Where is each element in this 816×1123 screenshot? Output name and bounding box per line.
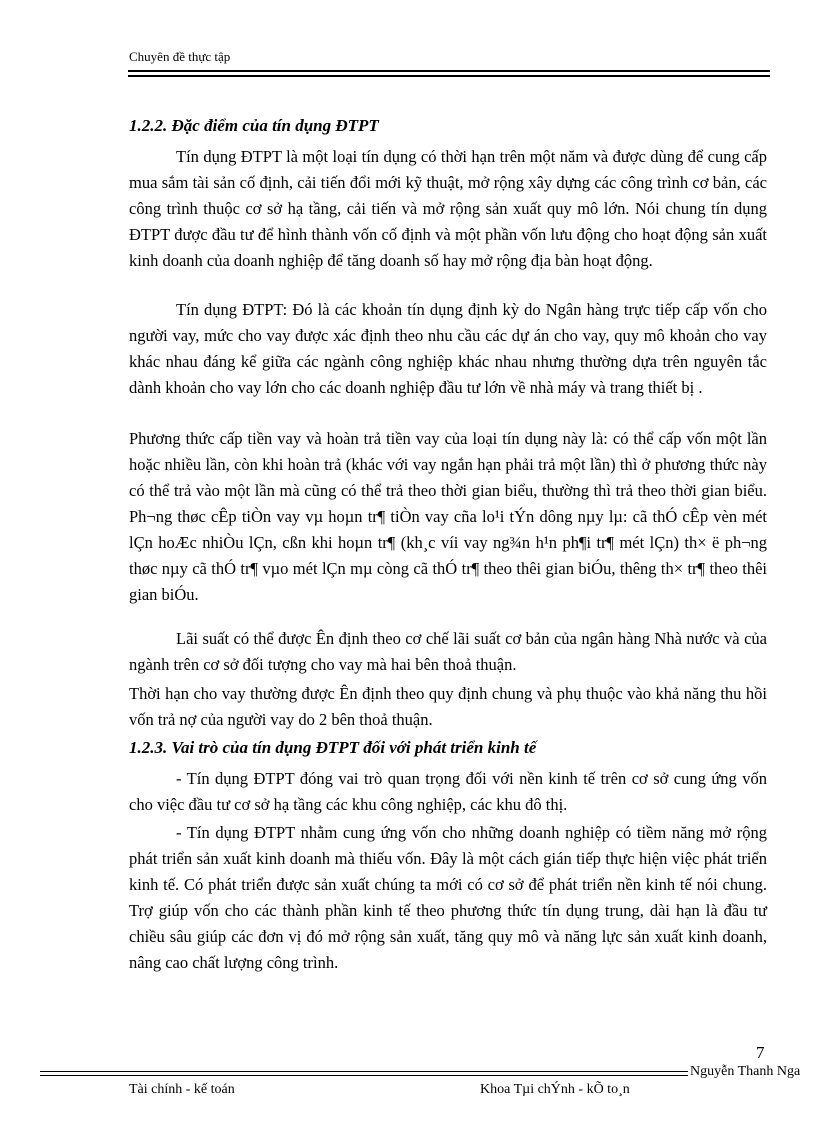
header-rule-top xyxy=(128,70,770,72)
footer-author: Nguyễn Thanh Nga xyxy=(690,1064,801,1079)
paragraph-1: Tín dụng ĐTPT là một loại tín dụng có thời hạn trên một năm và được dùng để cung cấp mua sắm tài sản cố định, cải tiến đổi mới kỹ thuật, mở rộng xây dựng các công trình cơ bản, các công trình thuộc cơ sở hạ tầng, cải tiến và mở rộng sản xuất quy mô lớn. Nói chung tín dụng ĐTPT được đầu tư để hình thành vốn cố định và một phần vốn lưu động cho hoạt động sản xuất kinh doanh của doanh nghiệp để tăng doanh số hay mở rộng địa bàn hoạt động. xyxy=(129,147,767,270)
paragraph-6: - Tín dụng ĐTPT đóng vai trò quan trọng đối với nền kinh tế trên cơ sở cung ứng vốn cho việc đầu tư cơ sở hạ tầng các khu công nghiệp, các khu đô thị. xyxy=(129,769,767,814)
footer-left-text: Tài chính - kế toán xyxy=(129,1082,235,1097)
header-rule-bottom xyxy=(128,75,770,77)
footer-rule-bottom xyxy=(40,1075,688,1076)
section-heading-1-2-2: 1.2.2. Đặc điểm của tín dụng ĐTPT xyxy=(129,116,379,135)
paragraph-7: - Tín dụng ĐTPT nhằm cung ứng vốn cho những doanh nghiệp có tiềm năng mở rộng phát triển sản xuất kinh doanh mà thiếu vốn. Đây là một cách gián tiếp thực hiện việc phát triển kinh tế. Có phát triển được sản xuất chúng ta mới có cơ sở để phát triển nền kinh tế nói chung. Trợ giúp vốn cho các thành phần kinh tế theo phương thức tín dụng trung, dài hạn là đầu tư chiều sâu giúp các đơn vị đó mở rộng sản xuất, tăng quy mô và năng lực sản xuất kinh doanh, nâng cao chất lượng công trình. xyxy=(129,823,767,972)
footer-right-text: Khoa Tµi chÝnh - kÕ to¸n xyxy=(480,1082,630,1097)
page-number: 7 xyxy=(756,1043,765,1062)
footer-rule-top xyxy=(40,1071,688,1072)
section-heading-1-2-3: 1.2.3. Vai trò của tín dụng ĐTPT đối với phát triển kinh tế xyxy=(129,738,537,757)
paragraph-3: Phương thức cấp tiền vay và hoàn trả tiền vay của loại tín dụng này là: có thể cấp vốn một lần hoặc nhiều lần, còn khi hoàn trả (khác với vay ngắn hạn phải trả một lần) thì ở phương thức này có thể trả vào một lần mà cũng có thể trả theo thời gian biểu, thường thì trả theo thời gian biểu. Ph¬ng thøc cÊp tiÒn vay vµ hoµn tr¶ tiÒn vay cña lo¹i tÝn dông nµy lµ: cã thÓ cÊp vèn mét lÇn hoÆc nhiÒu lÇn, cßn khi hoµn tr¶ (kh¸c víi vay ng¾n h¹n ph¶i tr¶ mét lÇn) th× ë ph¬ng thøc nµy cã thÓ tr¶ vµo mét lÇn mµ còng cã thÓ tr¶ theo thêi gian biÓu, thêng th× tr¶ theo thêi gian biÓu. xyxy=(129,429,767,604)
paragraph-4: Lãi suất có thể được Ên định theo cơ chế lãi suất cơ bản của ngân hàng Nhà nước và của ngành trên cơ sở đối tượng cho vay mà hai bên thoả thuận. xyxy=(129,629,767,674)
header-title: Chuyên đề thực tập xyxy=(129,49,231,64)
paragraph-2: Tín dụng ĐTPT: Đó là các khoản tín dụng định kỳ do Ngân hàng trực tiếp cấp vốn cho người vay, mức cho vay được xác định theo nhu cầu các dự án cho vay, quy mô khoản cho vay khác nhau đáng kể giữa các ngành công nghiệp khác nhau nhưng thường dựa trên nguyên tắc dành khoản cho vay lớn cho các doanh nghiệp đầu tư lớn về nhà máy và trang thiết bị . xyxy=(129,300,767,397)
paragraph-5: Thời hạn cho vay thường được Ên định theo quy định chung và phụ thuộc vào khả năng thu hồi vốn trả nợ của người vay do 2 bên thoả thuận. xyxy=(129,684,767,729)
